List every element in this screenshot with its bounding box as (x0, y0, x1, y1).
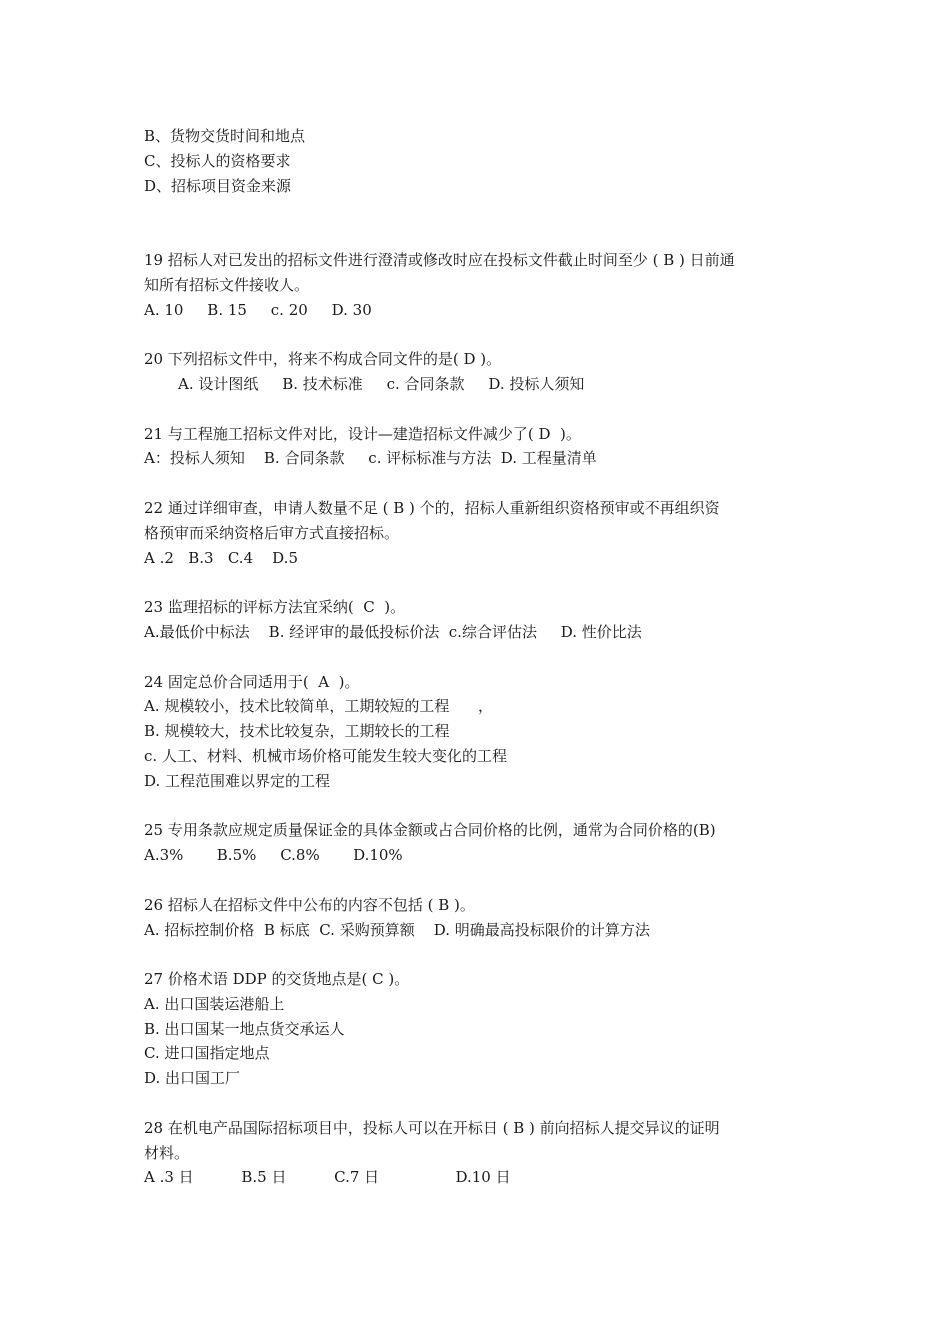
option-line: A. 招标控制价格 B 标底 C. 采购预算额 D. 明确最高投标限价的计算方法 (144, 920, 650, 939)
spacer (144, 942, 824, 967)
option-line: A：投标人须知 B. 合同条款 c. 评标标准与方法 D. 工程量清单 (144, 449, 597, 468)
question-22 (144, 496, 824, 570)
spacer (144, 1091, 824, 1116)
question-28 (144, 1116, 824, 1190)
question-stem: 25 专用条款应规定质量保证金的具体金额或占合同价格的比例，通常为合同价格的(B) (144, 821, 716, 840)
option-line: A. 规模较小，技术比较简单，工期较短的工程 ， (144, 697, 493, 716)
option-line: A. 出口国装运港船上 (144, 994, 285, 1013)
question-stem: 知所有招标文件接收人。 (144, 275, 310, 294)
spacer (144, 198, 824, 248)
option-line: A .2 B.3 C.4 D.5 (144, 548, 298, 567)
question-27 (144, 967, 824, 1091)
question-stem: 20 下列招标文件中，将来不构成合同文件的是( D )。 (144, 350, 502, 369)
question-26 (144, 893, 824, 943)
question-stem: 28 在机电产品国际招标项目中，投标人可以在开标日 ( B ) 前向招标人提交异议的证明 (144, 1118, 720, 1137)
spacer (144, 570, 824, 595)
question-25 (144, 818, 824, 868)
question-19 (144, 248, 824, 322)
spacer (144, 397, 824, 422)
lead-options (144, 124, 824, 198)
question-20 (144, 347, 824, 397)
question-stem: 材料。 (144, 1143, 190, 1162)
question-24 (144, 670, 824, 794)
option-line: A. 10 B. 15 c. 20 D. 30 (144, 300, 372, 319)
spacer (144, 794, 824, 819)
spacer (144, 322, 824, 347)
question-stem: 26 招标人在招标文件中公布的内容不包括 ( B )。 (144, 895, 475, 914)
question-stem: 27 价格术语 DDP 的交货地点是( C )。 (144, 970, 410, 989)
question-stem: 23 监理招标的评标方法宜采纳( C )。 (144, 598, 406, 617)
option-line: C、投标人的资格要求 (144, 151, 291, 170)
option-line: A .3 日 B.5 日 C.7 日 D.10 日 (144, 1168, 511, 1187)
question-stem: 19 招标人对已发出的招标文件进行澄清或修改时应在投标文件截止时间至少 ( B ) 日前通 (144, 250, 735, 269)
question-stem: 24 固定总价合同适用于( A )。 (144, 672, 360, 691)
option-line: A. 设计图纸 B. 技术标准 c. 合同条款 D. 投标人须知 (178, 374, 585, 393)
option-line: B. 出口国某一地点货交承运人 (144, 1019, 345, 1038)
option-line: B. 规模较大，技术比较复杂，工期较长的工程 (144, 722, 450, 741)
spacer (144, 868, 824, 893)
option-line: A.最低价中标法 B. 经评审的最低投标价法 c.综合评估法 D. 性价比法 (144, 622, 642, 641)
option-line: C. 进口国指定地点 (144, 1044, 270, 1063)
option-line: D. 工程范围难以界定的工程 (144, 771, 331, 790)
option-line: B、货物交货时间和地点 (144, 127, 306, 145)
spacer (144, 645, 824, 670)
option-line: A.3% B.5% C.8% D.10% (144, 846, 403, 865)
option-line: c. 人工、材料、机械市场价格可能发生较大变化的工程 (144, 746, 507, 765)
option-line: D. 出口国工厂 (144, 1069, 241, 1088)
question-21 (144, 422, 824, 472)
question-stem: 格预审而采纳资格后审方式直接招标。 (144, 523, 400, 542)
option-line: D、招标项目资金来源 (144, 176, 292, 195)
spacer (144, 471, 824, 496)
question-stem: 22 通过详细审查，申请人数量不足 ( B ) 个的，招标人重新组织资格预审或不再组织资 (144, 498, 720, 517)
question-23 (144, 595, 824, 645)
question-stem: 21 与工程施工招标文件对比，设计—建造招标文件减少了( D )。 (144, 424, 581, 443)
document-page (144, 124, 824, 1190)
